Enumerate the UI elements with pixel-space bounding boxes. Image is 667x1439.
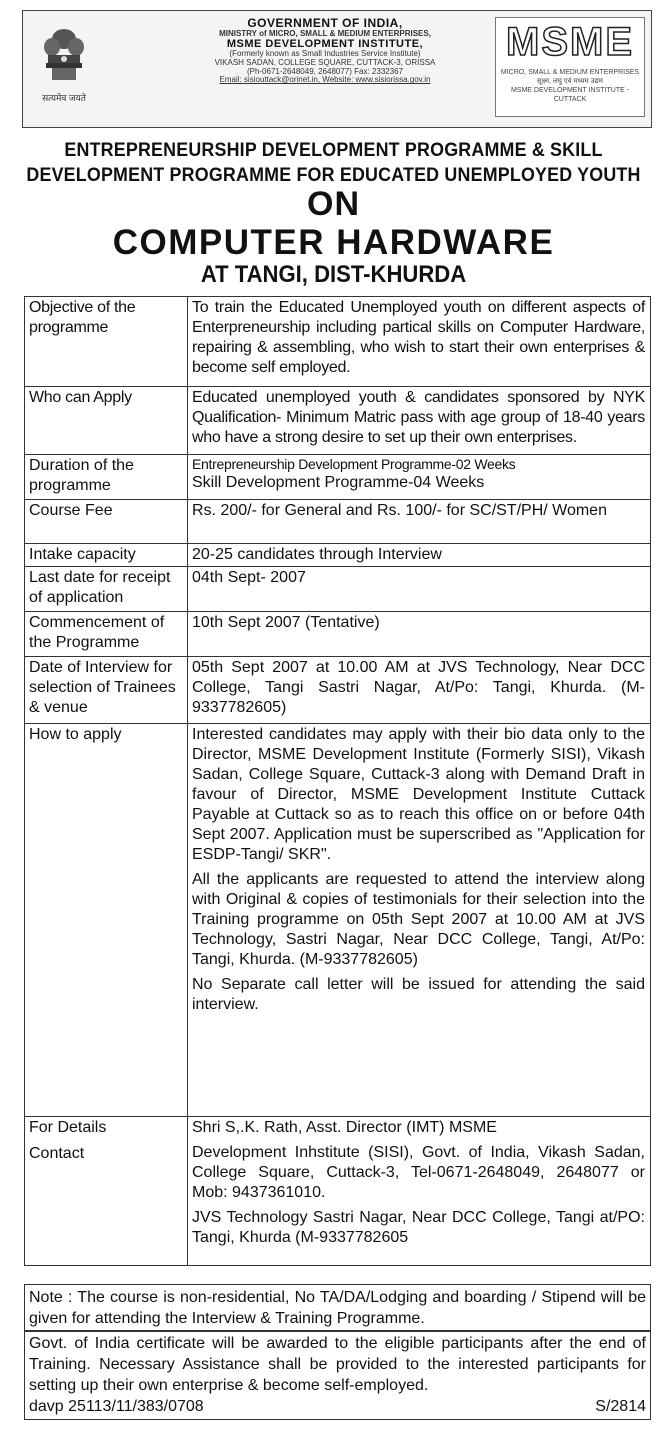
organization-block — [155, 17, 495, 85]
how-to-apply-paragraph-2: All the applicants are requested to attend the interview along with Original & copies of testimonials for their selection into the Training programme on 05th Sept 2007 at 10.00 AM at JVS Technology, Sastri Nagar, Near DCC College, Tangi, At/Po: Tangi, Khurda. (M-9337782605) — [192, 871, 645, 968]
org-line-5: VIKASH SADAN, COLLEGE SQUARE, CUTTACK-3, ORISSA — [214, 58, 436, 68]
row-label-last-date: Last date for receipt of application — [25, 567, 188, 612]
table-row — [25, 657, 651, 724]
row-label-objective: Objective of the programme — [25, 297, 188, 387]
row-label-intake: Intake capacity — [25, 544, 188, 567]
row-value-intake: 20-25 candidates through Interview — [188, 544, 651, 567]
heading-line-2: DEVELOPMENT PROGRAMME FOR EDUCATED UNEMPLOYED YOUTH — [26, 165, 641, 186]
org-line-4: (Formerly known as Small Industries Service Institute) — [229, 49, 421, 59]
row-value-last-date: 04th Sept- 2007 — [188, 567, 651, 612]
table-row — [25, 1117, 651, 1266]
programme-details-table — [24, 296, 651, 1266]
org-line-3: MSME DEVELOPMENT INSTITUTE, — [226, 37, 424, 50]
row-label-duration: Duration of the programme — [25, 455, 188, 500]
how-to-apply-paragraph-3: No Separate call letter will be issued for attending the said interview. — [192, 976, 645, 1013]
letterhead — [22, 10, 652, 128]
msme-logo-sub-2: सूक्ष्म, लघु एवं मध्यम उद्यम — [537, 78, 603, 86]
table-row — [25, 387, 651, 455]
row-label-course-fee: Course Fee — [25, 500, 188, 544]
org-line-7: Email: sisiouttack@orinet.in, Website: www.sisiorissa.gov.in — [219, 75, 431, 85]
table-row — [25, 500, 651, 544]
heading-line-1: ENTREPRENEURSHIP DEVELOPMENT PROGRAMME & SKILL — [64, 140, 603, 161]
heading-subject: COMPUTER HARDWARE — [112, 223, 555, 262]
table-row — [25, 724, 651, 1117]
row-label-interview: Date of Interview for selection of Trainees & venue — [25, 657, 188, 724]
row-value-interview: 05th Sept 2007 at 10.00 AM at JVS Technology, Near DCC College, Tangi Sastri Nagar, At/Po: Tangi, Khurda. (M-9337782605) — [188, 657, 651, 724]
row-label-commencement: Commencement of the Programme — [25, 612, 188, 657]
contact-paragraph-1: Shri S,.K. Rath, Asst. Director (IMT) MSME — [192, 1119, 497, 1136]
certificate-text: Govt. of India certificate will be awarded to the eligible participants after the end of Training. Necessary Assistance shall be provided to the interested participants for setting up their own enterprise & become self-employed. — [29, 1335, 646, 1394]
certificate-box — [24, 1330, 651, 1420]
heading-on: ON — [307, 185, 360, 223]
row-value-objective: To train the Educated Unemployed youth on different aspects of Enterpreneurship including partical skills on Computer Hardware, repairing & assembling, who wish to start their own enterprises & become self employed. — [188, 297, 651, 387]
org-line-2: MINISTRY of MICRO, SMALL & MEDIUM ENTERPRISES, — [219, 28, 431, 38]
table-row — [25, 567, 651, 612]
emblem-motto: सत्यमेव जयते — [42, 93, 86, 103]
heading-place: AT TANGI, DIST-KHURDA — [200, 261, 467, 288]
row-label-contact: Contact — [29, 1145, 85, 1162]
table-row — [25, 455, 651, 500]
table-row — [25, 612, 651, 657]
table-row — [25, 297, 651, 387]
org-line-6: (Ph-0671-2648049, 2648077) Fax: 2332367 — [246, 66, 404, 76]
note-box: Note : The course is non-residential, No TA/DA/Lodging and boarding / Stipend will be given for attending the Interview & Training Programme. — [24, 1284, 651, 1332]
row-value-commencement: 10th Sept 2007 (Tentative) — [188, 612, 651, 657]
lion-capital-icon — [42, 25, 86, 87]
msme-logo-sub-1: MICRO, SMALL & MEDIUM ENTERPRISES — [500, 69, 640, 76]
heading-programme — [20, 138, 647, 188]
row-value-who-can-apply: Educated unemployed youth & candidates sponsored by NYK Qualification- Minimum Matric pass with age group of 18-40 years who have a strong desire to set up their own enterprises. — [188, 387, 651, 455]
row-label-who-can-apply: Who can Apply — [25, 387, 188, 455]
how-to-apply-paragraph-1: Interested candidates may apply with their bio data only to the Director, MSME Development Institute (Formerly SISI), Vikash Sadan, College Square, Cuttack-3 along with Demand Draft in favour of Director, MSME Development Institute Cuttack Payable at Cuttack so as to reach this office on or before 04th Sept 2007. Application must be superscribed as "Application for ESDP-Tangi/ SKR". — [192, 726, 645, 863]
table-row — [25, 544, 651, 567]
org-line-1: GOVERNMENT OF INDIA, — [247, 16, 403, 30]
row-label-for-details: For Details — [29, 1119, 107, 1136]
msme-logo — [495, 17, 645, 117]
national-emblem — [29, 19, 99, 113]
row-value-course-fee: Rs. 200/- for General and Rs. 100/- for SC/ST/PH/ Women — [188, 500, 651, 544]
contact-paragraph-3: JVS Technology Sastri Nagar, Near DCC College, Tangi at/PO: Tangi, Khurda (M-9337782605 — [192, 1209, 645, 1246]
footer-code: S/2814 — [595, 1398, 646, 1415]
msme-logo-text: MSME — [506, 20, 634, 64]
row-label-how-to-apply: How to apply — [25, 724, 188, 1117]
msme-logo-sub-3: MSME DEVELOPMENT INSTITUTE - CUTTACK — [510, 87, 630, 104]
contact-paragraph-2: Development Inhstitute (SISI), Govt. of India, Vikash Sadan, College Square, Cuttack-3, Tel-0671-2648049, 2648077 or Mob: 9437361010. — [192, 1144, 645, 1201]
row-value-duration-sdp: Skill Development Programme-04 Weeks — [192, 474, 485, 491]
footer-davp-number: davp 25113/11/383/0708 — [29, 1398, 204, 1415]
row-value-duration-edp: Entrepreneurship Development Programme-02 Weeks — [192, 456, 516, 472]
